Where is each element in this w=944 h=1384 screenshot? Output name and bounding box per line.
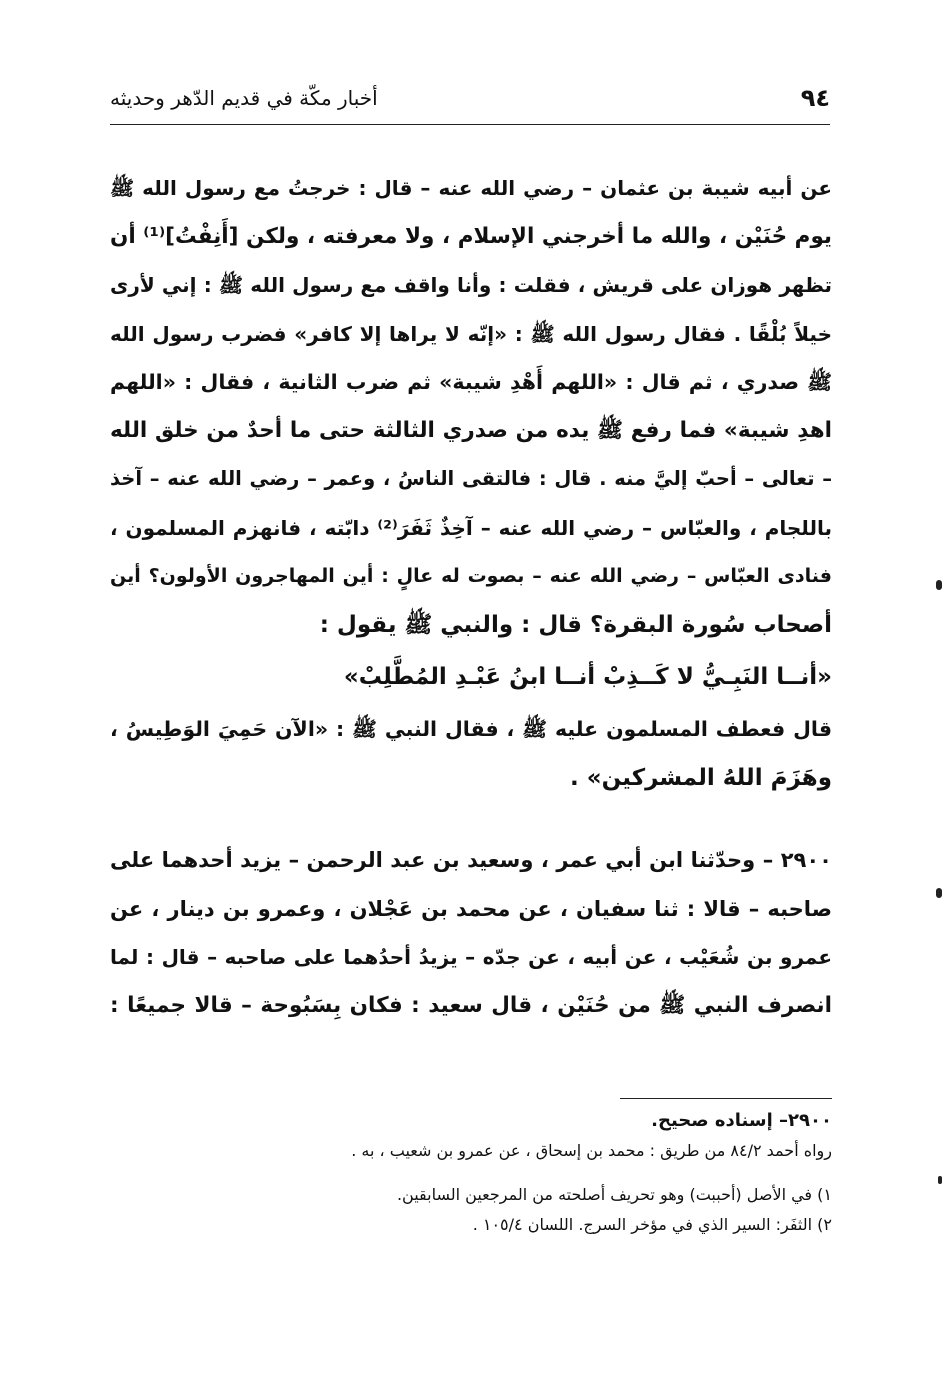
main-text [110, 164, 832, 802]
margin-speck [936, 580, 942, 590]
running-title: أخبار مكّة في قديم الدّهر وحديثه [110, 86, 378, 110]
footnote-riwaya: رواه أحمد ٨٤/٢ من طريق : محمد بن إسحاق ، عن عمرو بن شعيب ، به . [351, 1141, 832, 1160]
text-line: فنادى العبّاس – رضي الله عنه – بصوت له عالٍ : أين المهاجرون الأولون؟ أين [110, 565, 832, 587]
page-header [110, 84, 830, 120]
text-line: تظهر هوزان على قريش ، فقلت : وأنا واقف مع رسول الله ﷺ : إني لأرى [110, 273, 832, 297]
text-line: باللجام ، والعبّاس – رضي الله عنه – آخِذٌ ثَفَرَ⁽²⁾ دابّته ، فانهزم المسلمون ، [110, 515, 832, 540]
text-line: عن أبيه شيبة بن عثمان – رضي الله عنه – قال : خرجتُ مع رسول الله ﷺ [110, 176, 832, 200]
text-line: اهدِ شيبة» فما رفع ﷺ يده من صدري الثالثة حتى ما أحدٌ من خلق الله [110, 417, 832, 443]
hadith-2900 [110, 836, 832, 1030]
footnotes [110, 1106, 832, 1240]
text-line: أصحاب سُورة البقرة؟ قال : والنبي ﷺ يقول : [319, 611, 832, 638]
text-line: انصرف النبي ﷺ من حُنَيْن ، قال سعيد : فكان بِسَبُوحة – قالا جميعًا : [110, 992, 832, 1018]
text-line: يوم حُنَيْن ، والله ما أخرجني الإسلام ، ولا معرفته ، ولكن [أَنِفْتُ]⁽¹⁾ أن [110, 223, 832, 249]
footnote-gap [110, 1166, 832, 1180]
text-line: خيلاً بُلْقًا . فقال رسول الله ﷺ : «إنّه لا يراها إلا كافر» فضرب رسول الله [110, 321, 832, 346]
text-line: عمرو بن شُعَيْب ، عن أبيه ، عن جدّه – يزيدُ أحدُهما على صاحبه – قال : لما [110, 945, 832, 969]
footnote-2: ٢) الثفَر: السير الذي في مؤخر السرج. اللسان ١٠٥/٤ . [472, 1215, 832, 1234]
text-line: ﷺ صدري ، ثم قال : «اللهم أَهْدِ شيبة» ثم ضرب الثانية ، فقال : «اللهم [110, 370, 832, 394]
text-line: – تعالى – أحبّ إليَّ منه . قال : فالتقى الناسُ ، وعمر – رضي الله عنه – آخذ [110, 467, 832, 490]
text-line: صاحبه – قالا : ثنا سفيان ، عن محمد بن عَجْلان ، وعمرو بن دينار ، عن [110, 896, 832, 921]
text-line: ٢٩٠٠ – وحدّثنا ابن أبي عمر ، وسعيد بن عبد الرحمن – يزيد أحدهما على [110, 848, 832, 872]
footnote-isnad: ٢٩٠٠– إسناده صحيح. [651, 1110, 832, 1131]
margin-speck [938, 1176, 942, 1184]
page-number: ٩٤ [800, 84, 830, 112]
margin-speck [936, 888, 942, 898]
header-rule [110, 124, 830, 125]
footnote-1: ١) في الأصل (أحببت) وهو تحريف أصلحته من المرجعين السابقين. [396, 1185, 832, 1204]
footnote-rule [620, 1098, 832, 1099]
poetry-verse: «أنــا النَبِـيُّ لا كَــذِبْ أنــا ابنُ عَبْـدِ المُطَّلِبْ» [343, 664, 832, 690]
text-line: وهَزَمَ اللهُ المشركين» . [570, 764, 832, 791]
text-line: قال فعطف المسلمون عليه ﷺ ، فقال النبي ﷺ : «الآن حَمِيَ الوَطِيسُ ، [110, 717, 832, 741]
